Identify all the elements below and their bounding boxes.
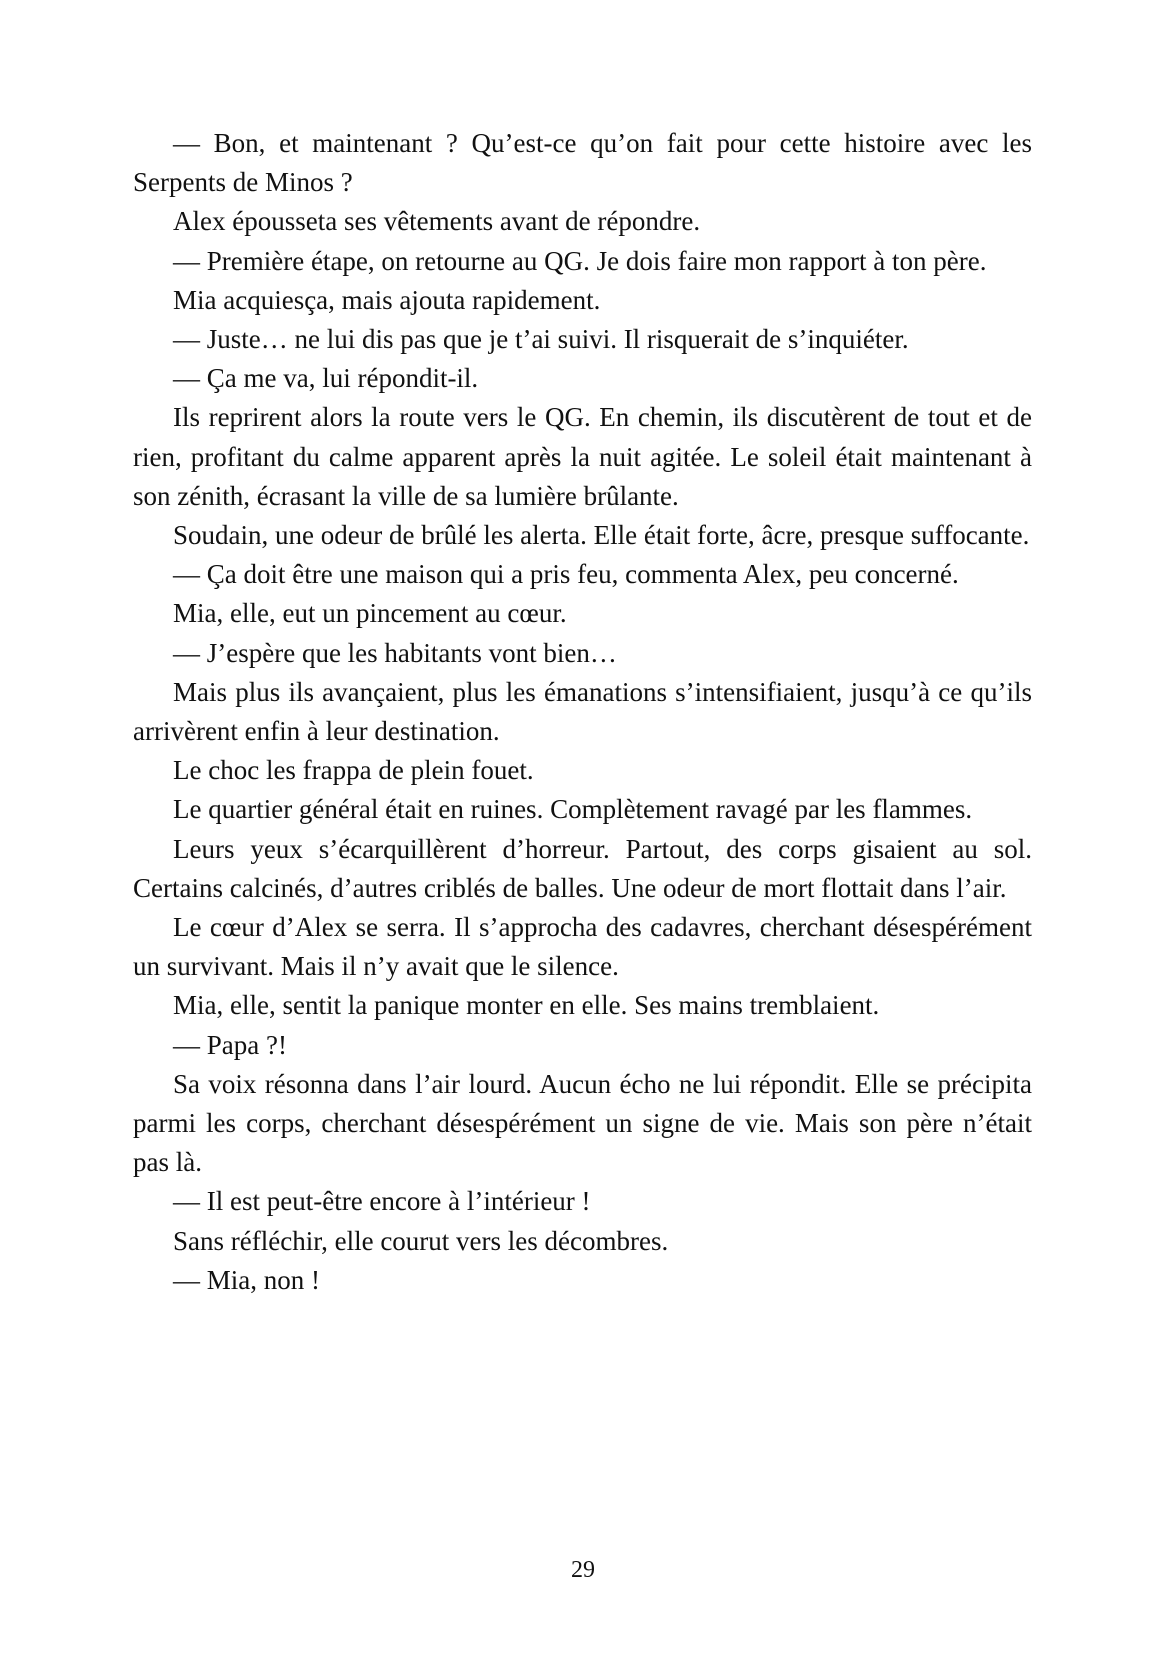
paragraph: Sa voix résonna dans l’air lourd. Aucun écho ne lui répondit. Elle se précipita parmi les corps, cherchant désespérément un signe de vie. Mais son père n’était pas là. bbox=[133, 1068, 1032, 1178]
paragraph: — Ça me va, lui répondit-il. bbox=[173, 363, 479, 394]
body-text bbox=[133, 124, 1032, 1300]
paragraph: — Bon, et maintenant ? Qu’est-ce qu’on fait pour cette histoire avec les Serpents de Minos ? bbox=[133, 128, 1032, 198]
paragraph: Leurs yeux s’écarquillèrent d’horreur. Partout, des corps gisaient au sol. Certains calcinés, d’autres criblés de balles. Une odeur de mort flottait dans l’air. bbox=[133, 833, 1032, 903]
paragraph: Mais plus ils avançaient, plus les émanations s’intensifiaient, jusqu’à ce qu’ils arrivèrent enfin à leur destination. bbox=[133, 676, 1032, 747]
paragraph: Le quartier général était en ruines. Complètement ravagé par les flammes. bbox=[173, 794, 973, 825]
paragraph: — J’espère que les habitants vont bien… bbox=[173, 637, 617, 668]
paragraph: Le cœur d’Alex se serra. Il s’approcha des cadavres, cherchant désespérément un survivant. Mais il n’y avait que le silence. bbox=[133, 912, 1032, 982]
paragraph: Mia, elle, sentit la panique monter en elle. Ses mains tremblaient. bbox=[173, 990, 880, 1021]
paragraph: — Juste… ne lui dis pas que je t’ai suivi. Il risquerait de s’inquiéter. bbox=[173, 324, 909, 355]
paragraph: — Papa ?! bbox=[173, 1029, 287, 1060]
paragraph: Soudain, une odeur de brûlé les alerta. Elle était forte, âcre, presque suffocante. bbox=[173, 520, 1030, 551]
paragraph: Ils reprirent alors la route vers le QG. En chemin, ils discutèrent de tout et de rien, profitant du calme apparent après la nuit agitée. Le soleil était maintenant à son zénith, écrasant la ville de sa lumière brûlante. bbox=[133, 402, 1032, 511]
paragraph: Le choc les frappa de plein fouet. bbox=[173, 755, 534, 786]
paragraph: Mia acquiesça, mais ajouta rapidement. bbox=[173, 284, 601, 315]
paragraph: — Il est peut-être encore à l’intérieur ! bbox=[173, 1186, 591, 1217]
paragraph: — Première étape, on retourne au QG. Je dois faire mon rapport à ton père. bbox=[173, 245, 987, 276]
page-number: 29 bbox=[571, 1557, 595, 1583]
paragraph: — Ça doit être une maison qui a pris feu, commenta Alex, peu concerné. bbox=[173, 559, 959, 590]
paragraph: Alex épousseta ses vêtements avant de répondre. bbox=[173, 206, 701, 237]
paragraph: Mia, elle, eut un pincement au cœur. bbox=[173, 598, 567, 629]
paragraph: Sans réfléchir, elle courut vers les décombres. bbox=[173, 1225, 669, 1256]
paragraph: — Mia, non ! bbox=[173, 1264, 320, 1295]
